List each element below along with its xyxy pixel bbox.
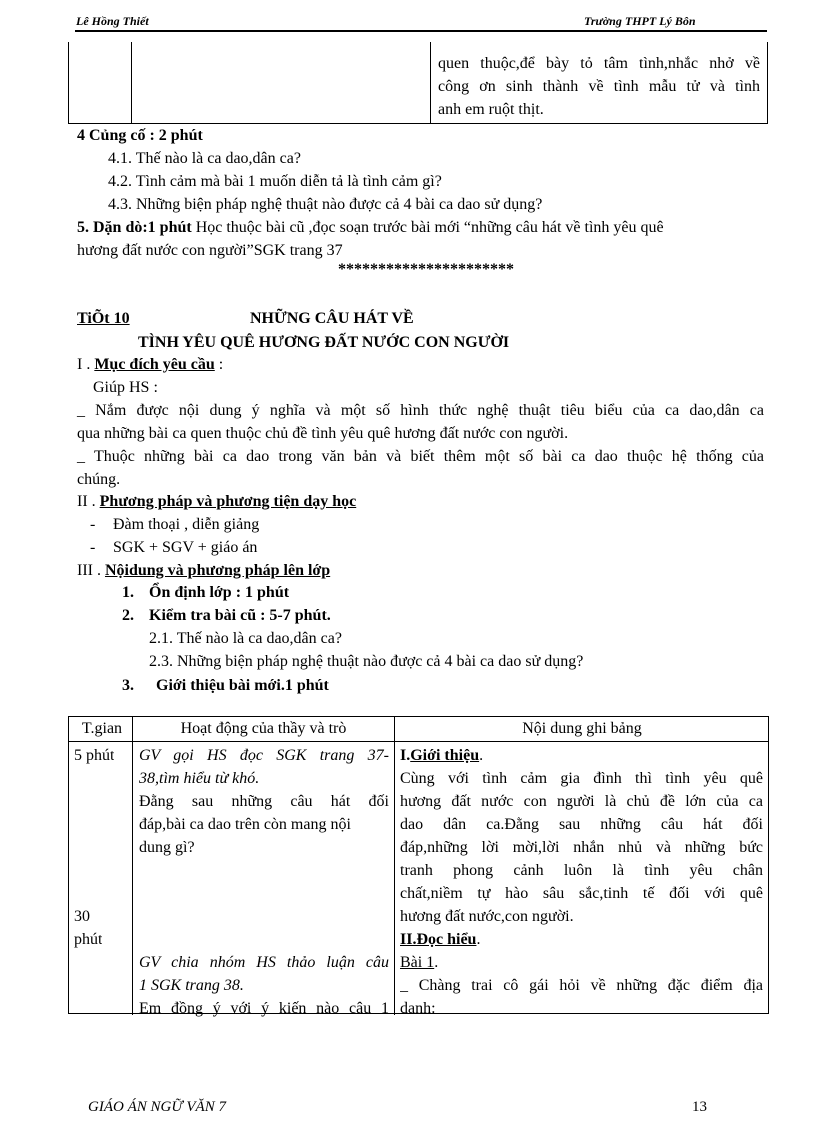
activity-1-line-1: GV gọi HS đọc SGK trang 37- <box>139 747 389 764</box>
part1-bullet1-line2: qua những bài ca quen thuộc chủ đề tình yêu quê hương đất nước con người. <box>77 425 569 442</box>
section4-item-2: 4.2. Tình cảm mà bài 1 muốn diễn tả là tình cảm gì? <box>108 173 442 190</box>
activity-3-line-1: GV chia nhóm HS thảo luận câu <box>139 954 389 971</box>
activity-block <box>139 744 389 859</box>
part2-item-2: SGK + SGV + giáo án <box>113 539 258 556</box>
part3-step2: Kiểm tra bài cũ : 5-7 phút. <box>149 607 331 624</box>
header-rule <box>75 30 767 32</box>
part1-heading-line <box>77 353 223 376</box>
lesson-label: TiÕt 10 <box>77 310 130 327</box>
part1-numeral: I . <box>77 356 91 373</box>
top-table-content <box>438 52 760 121</box>
content-bai1-line-1: _ Chàng trai cô gái hỏi về những đặc điểm địa <box>400 977 763 994</box>
th-time: T.gian <box>81 720 123 737</box>
part2-dash-2: - <box>90 539 96 556</box>
part3-q2: 2.3. Những biện pháp nghệ thuật nào được cả 4 bài ca dao sử dụng? <box>149 653 584 670</box>
content-intro-2: hương đất nước con người là chủ đề lớn của ca <box>400 793 763 810</box>
activity-block-2 <box>139 951 389 1020</box>
activity-2-line-1: Đằng sau những câu hát đối <box>139 793 389 810</box>
activity-3-line-2: 1 SGK trang 38. <box>139 977 244 994</box>
part1-intro: Giúp HS : <box>93 379 158 396</box>
part1-heading: Mục đích yêu cầu <box>94 356 215 373</box>
time-5: 5 phút <box>74 747 115 764</box>
main-table <box>68 716 770 1015</box>
header-author: Lê Hồng Thiết <box>76 14 149 28</box>
content-block <box>400 744 763 1020</box>
section4-item-1: 4.1. Thế nào là ca dao,dân ca? <box>108 150 301 167</box>
content-h2: II.Đọc hiểu <box>400 931 477 948</box>
part3-step3-num: 3. <box>122 677 134 694</box>
footer-page-number: 13 <box>692 1099 707 1115</box>
top-line-3: anh em ruột thịt. <box>438 101 544 118</box>
part3-step1-num: 1. <box>122 584 134 601</box>
part2-heading: Phương pháp và phương tiện dạy học <box>99 493 357 510</box>
activity-2-line-3: dung gì? <box>139 839 195 856</box>
part1-bullet1-line1: _ Nắm được nội dung ý nghĩa và một số hình thức nghệ thuật tiêu biểu của ca dao,dân ca <box>77 402 764 419</box>
section4-heading: 4 Củng cố : 2 phút <box>77 127 203 144</box>
th-content: Nội dung ghi bảng <box>522 720 642 737</box>
part3-step3: Giới thiệu bài mới.1 phút <box>156 677 329 694</box>
th-activity: Hoạt động của thầy và trò <box>180 720 347 737</box>
top-line-2: công ơn sinh thành về tình mẫu tử và tình <box>438 78 760 95</box>
lesson-title-2: TÌNH YÊU QUÊ HƯƠNG ĐẤT NƯỚC CON NGƯỜI <box>138 334 510 351</box>
lesson-title-1: NHỮNG CÂU HÁT VỀ <box>250 310 414 327</box>
content-bai1-line-2: danh: <box>400 1000 436 1017</box>
activity-1-line-2: 38,tìm hiểu từ khó. <box>139 770 260 787</box>
content-bai-line: Bài 1. <box>400 954 439 971</box>
content-intro-7: hương đất nước,con người. <box>400 908 574 925</box>
section5-text-1: Học thuộc bài cũ ,đọc soạn trước bài mới “những câu hát về tình yêu quê <box>191 219 664 236</box>
part3-step2-num: 2. <box>122 607 134 624</box>
content-intro-1: Cùng với tình cảm gia đình thì tình yêu quê <box>400 770 763 787</box>
content-intro-6: chất,niềm tự hào sâu sắc,tinh tế đối với quê <box>400 885 763 902</box>
time-phut: phút <box>74 931 103 948</box>
activity-4-line-1: Em đồng ý với ý kiến nào câu 1 <box>139 1000 389 1017</box>
content-h2-line: II.Đọc hiểu. <box>400 931 481 948</box>
top-table <box>68 42 768 124</box>
part3-q1: 2.1. Thế nào là ca dao,dân ca? <box>149 630 342 647</box>
section5-text-2: hương đất nước con người”SGK trang 37 <box>77 242 343 259</box>
activity-2-line-2: đáp,bài ca dao trên còn mang nội <box>139 816 351 833</box>
part1-colon: : <box>214 356 224 373</box>
top-line-1: quen thuộc,để bày tỏ tâm tình,nhắc nhở về <box>438 55 760 72</box>
part1-bullet2-line1: _ Thuộc những bài ca dao trong văn bản và biết thêm một số bài ca dao thuộc hệ thống của <box>77 448 764 465</box>
content-bai: Bài 1 <box>400 954 435 971</box>
part2-item-1: Đàm thoại , diễn giảng <box>113 516 260 533</box>
part2-numeral: II . <box>77 493 96 510</box>
footer-title: GIÁO ÁN NGỮ VĂN 7 <box>88 1099 226 1115</box>
section4-item-3: 4.3. Những biện pháp nghệ thuật nào được cả 4 bài ca dao sử dụng? <box>108 196 543 213</box>
part1-bullet2-line2: chúng. <box>77 471 121 488</box>
time-30: 30 <box>74 908 90 925</box>
part3-heading: Nộidung và phương pháp lên lớp <box>104 562 331 579</box>
section5-line-1 <box>77 216 764 239</box>
section5-label: 5. Dặn dò:1 phút <box>77 219 192 236</box>
part3-step1: Ổn định lớp : 1 phút <box>149 584 290 601</box>
content-h1-line: I.Giới thiệu. <box>400 747 484 764</box>
content-intro-3: dao dân ca.Đằng sau những câu hát đối <box>400 816 763 833</box>
content-h1-num: I. <box>400 747 411 764</box>
content-h1: Giới thiệu <box>410 747 480 764</box>
content-intro-5: tranh phong cảnh luôn là tình yêu chân <box>400 862 763 879</box>
header-school: Trường THPT Lý Bôn <box>584 14 696 28</box>
part2-dash-1: - <box>90 516 96 533</box>
part3-numeral: III . <box>77 562 101 579</box>
part2-heading-line <box>77 490 356 513</box>
separator: ********************** <box>338 261 514 278</box>
part3-heading-line <box>77 559 330 582</box>
content-intro-4: đáp,những lời mời,lời nhắn nhủ và những bức <box>400 839 763 856</box>
